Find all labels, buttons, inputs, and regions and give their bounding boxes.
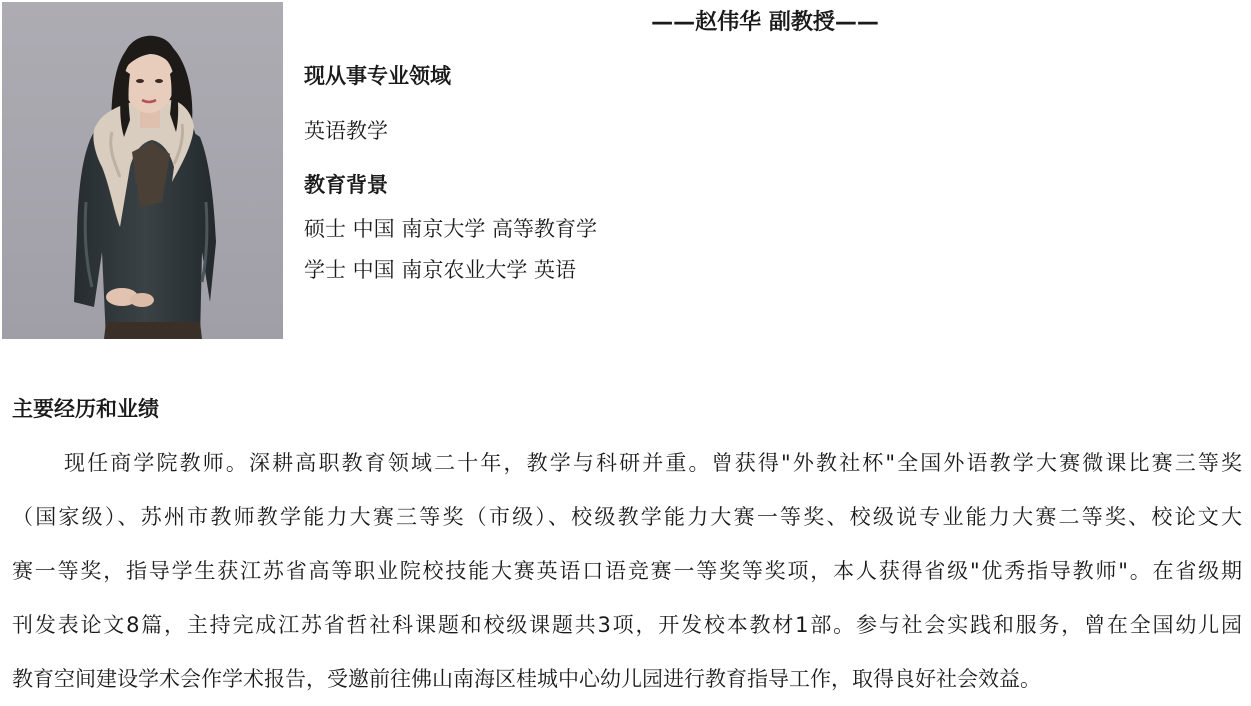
education-item-masters: 硕士 中国 南京大学 高等教育学	[304, 217, 598, 241]
paragraph-line: （国家级）、苏州市教师教学能力大赛三等奖（市级）、校级教学能力大赛一等奖、校级说专业能力大赛二等奖、校论文大	[12, 505, 1242, 529]
paragraph-line: 教育空间建设学术会作学术报告，受邀前往佛山南海区桂城中心幼儿园进行教育指导工作，取得良好社会效益。	[12, 667, 1041, 691]
education-heading: 教育背景	[304, 173, 388, 197]
teacher-name-title: ——赵伟华 副教授——	[651, 10, 879, 35]
field-value: 英语教学	[304, 119, 388, 143]
experience-heading: 主要经历和业绩	[12, 397, 159, 421]
field-heading: 现从事专业领域	[304, 64, 451, 88]
experience-paragraph	[12, 436, 1242, 706]
portrait-photo	[2, 2, 283, 339]
education-item-bachelors: 学士 中国 南京农业大学 英语	[304, 258, 577, 282]
paragraph-line: 现任商学院教师。深耕高职教育领域二十年，教学与科研并重。曾获得"外教社杯"全国外语教学大赛微课比赛三等奖	[64, 451, 1242, 475]
paragraph-line: 赛一等奖，指导学生获江苏省高等职业院校技能大赛英语口语竞赛一等奖等奖项，本人获得省级"优秀指导教师"。在省级期	[12, 559, 1242, 583]
paragraph-line: 刊发表论文8篇，主持完成江苏省哲社科课题和校级课题共3项，开发校本教材1部。参与社会实践和服务，曾在全国幼儿园	[12, 613, 1242, 637]
